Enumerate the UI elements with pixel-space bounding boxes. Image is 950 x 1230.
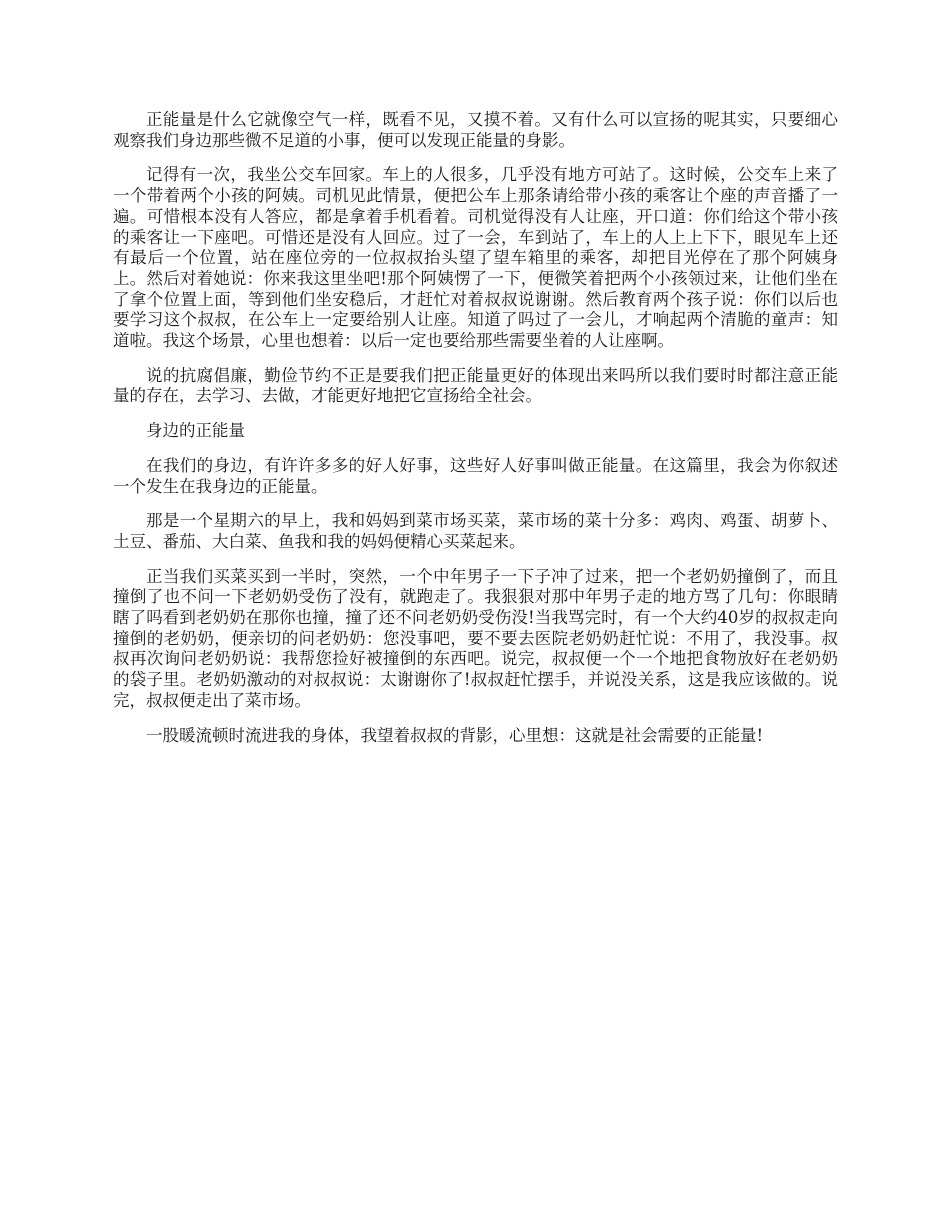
section-heading: 身边的正能量 <box>146 421 245 441</box>
document-body <box>113 110 838 760</box>
paragraph-section-intro: 在我们的身边，有许许多多的好人好事，这些好人好事叫做正能量。在这篇里，我会为你叙述一个发生在我身边的正能量。 <box>113 455 838 496</box>
paragraph-market-story: 正当我们买菜买到一半时，突然，一个中年男子一下子冲了过来，把一个老奶奶撞倒了，而且撞倒了也不问一下老奶奶受伤了没有，就跑走了。我狠狠对那中年男子走的地方骂了几句：你眼睛瞎了吗看到老奶奶在那你也撞，撞了还不问老奶奶受伤没!当我骂完时，有一个大约40岁的叔叔走向撞倒的老奶奶，便亲切的问老奶奶：您没事吧，要不要去医院老奶奶赶忙说：不用了，我没事。叔叔再次询问老奶奶说：我帮您捡好被撞倒的东西吧。说完，叔叔便一个一个地把食物放好在老奶奶的袋子里。老奶奶激动的对叔叔说：太谢谢你了!叔叔赶忙摆手，并说没关系，这是我应该做的。说完，叔叔便走出了菜市场。 <box>113 566 838 710</box>
paragraph-market: 那是一个星期六的早上，我和妈妈到菜市场买菜，菜市场的菜十分多：鸡肉、鸡蛋、胡萝卜、土豆、番茄、大白菜、鱼我和我的妈妈便精心买菜起来。 <box>113 511 838 551</box>
paragraph-ending: 一股暖流顿时流进我的身体，我望着叔叔的背影，心里想：这就是社会需要的正能量! <box>146 725 764 745</box>
paragraph-intro: 正能量是什么它就像空气一样，既看不见，又摸不着。又有什么可以宣扬的呢其实，只要细心观察我们身边那些微不足道的小事，便可以发现正能量的身影。 <box>113 110 838 150</box>
paragraph-conclusion: 说的抗腐倡廉，勤俭节约不正是要我们把正能量更好的体现出来吗所以我们要时时都注意正能量的存在，去学习、去做，才能更好地把它宣扬给全社会。 <box>113 365 838 406</box>
paragraph-bus-story: 记得有一次，我坐公交车回家。车上的人很多，几乎没有地方可站了。这时候，公交车上来了一个带着两个小孩的阿姨。司机见此情景，便把公车上那条请给带小孩的乘客让个座的声音播了一遍。可惜根本没有人答应，都是拿着手机看着。司机觉得没有人让座，开口道：你们给这个带小孩的乘客让一下座吧。可惜还是没有人回应。过了一会，车到站了，车上的人上上下下，眼见车上还有最后一个位置，站在座位旁的一位叔叔抬头望了望车箱里的乘客，却把目光停在了那个阿姨身上。然后对着她说：你来我这里坐吧!那个阿姨愣了一下，便微笑着把两个小孩领过来，让他们坐在了拿个位置上面，等到他们坐安稳后，才赶忙对着叔叔说谢谢。然后教育两个孩子说：你们以后也要学习这个叔叔，在公车上一定要给别人让座。知道了吗过了一会儿，才响起两个清脆的童声：知道啦。我这个场景，心里也想着：以后一定也要给那些需要坐着的人让座啊。 <box>113 165 838 351</box>
